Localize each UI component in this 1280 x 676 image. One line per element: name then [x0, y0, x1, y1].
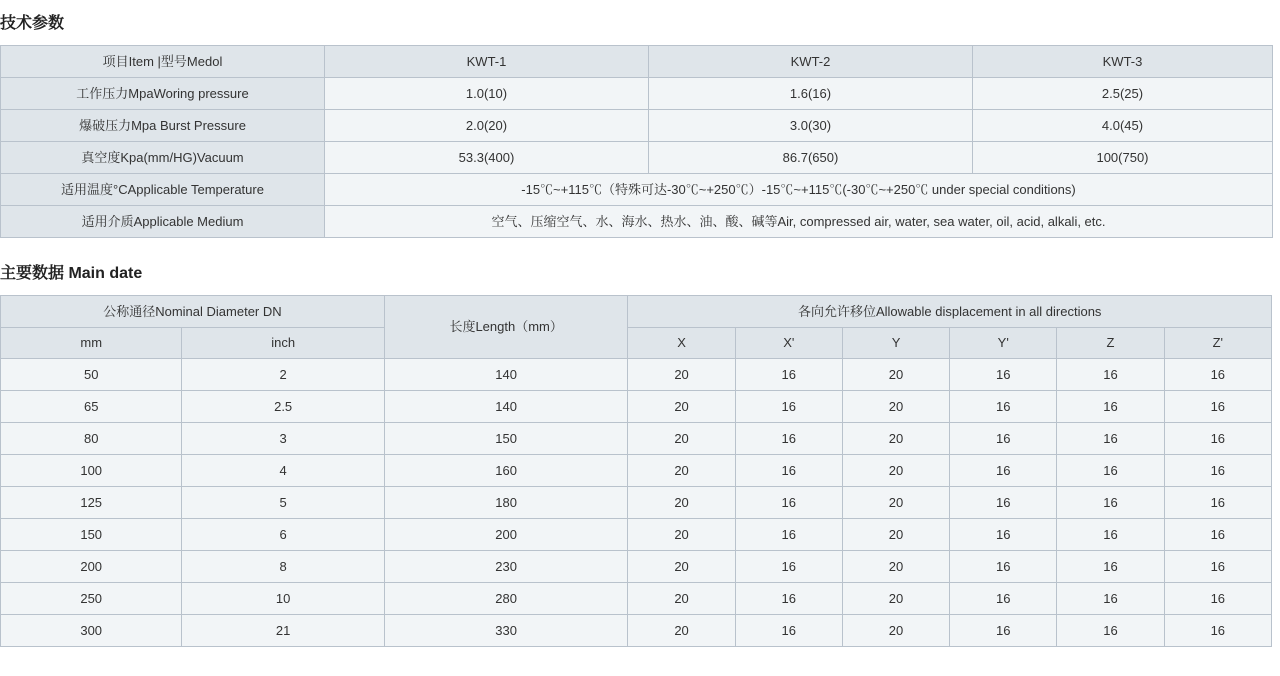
cell-y-prime: 16	[950, 391, 1057, 423]
cell-inch: 2.5	[182, 391, 384, 423]
cell-inch: 5	[182, 487, 384, 519]
cell-length: 140	[384, 359, 628, 391]
cell-length: 330	[384, 615, 628, 647]
cell-z: 16	[1057, 359, 1164, 391]
main-header-length: 长度Length（mm）	[384, 296, 628, 359]
main-subheader-y-prime: Y'	[950, 328, 1057, 359]
main-subheader-x-prime: X'	[735, 328, 842, 359]
cell-y: 20	[842, 551, 949, 583]
tech-header-kwt1: KWT-1	[325, 46, 649, 78]
cell-mm: 150	[1, 519, 182, 551]
main-header-nominal-diameter: 公称通径Nominal Diameter DN	[1, 296, 385, 328]
main-header-displacement: 各向允许移位Allowable displacement in all directions	[628, 296, 1272, 328]
cell-x: 20	[628, 519, 735, 551]
cell-inch: 10	[182, 583, 384, 615]
cell-x-prime: 16	[735, 551, 842, 583]
cell-z: 16	[1057, 551, 1164, 583]
tech-row-value: 1.0(10)	[325, 78, 649, 110]
cell-length: 160	[384, 455, 628, 487]
cell-y-prime: 16	[950, 551, 1057, 583]
cell-x: 20	[628, 423, 735, 455]
cell-y-prime: 16	[950, 583, 1057, 615]
cell-inch: 2	[182, 359, 384, 391]
table-row	[1, 583, 1272, 615]
table-row	[1, 487, 1272, 519]
cell-z: 16	[1057, 391, 1164, 423]
tech-row-label: 工作压力MpaWoring pressure	[1, 78, 325, 110]
cell-y-prime: 16	[950, 455, 1057, 487]
cell-z-prime: 16	[1164, 551, 1271, 583]
tech-row-label: 真空度Kpa(mm/HG)Vacuum	[1, 142, 325, 174]
tech-row-value: 1.6(16)	[649, 78, 973, 110]
tech-row-value-wide: 空气、压缩空气、水、海水、热水、油、酸、碱等Air, compressed air, water, sea water, oil, acid, alkali, etc.	[325, 206, 1273, 238]
tech-row-value: 100(750)	[973, 142, 1273, 174]
table-row	[1, 174, 1273, 206]
table-row	[1, 455, 1272, 487]
cell-length: 150	[384, 423, 628, 455]
tech-row-value: 4.0(45)	[973, 110, 1273, 142]
cell-x-prime: 16	[735, 455, 842, 487]
cell-mm: 50	[1, 359, 182, 391]
table-subheader-row	[1, 328, 1272, 359]
main-data-title: 主要数据 Main date	[0, 265, 143, 282]
cell-z: 16	[1057, 615, 1164, 647]
tech-row-value: 2.5(25)	[973, 78, 1273, 110]
cell-mm: 125	[1, 487, 182, 519]
table-header-row	[1, 46, 1273, 78]
cell-z: 16	[1057, 519, 1164, 551]
table-row	[1, 78, 1273, 110]
tech-header-kwt2: KWT-2	[649, 46, 973, 78]
main-subheader-mm: mm	[1, 328, 182, 359]
table-row	[1, 615, 1272, 647]
tech-row-value: 2.0(20)	[325, 110, 649, 142]
cell-z-prime: 16	[1164, 455, 1271, 487]
cell-y-prime: 16	[950, 615, 1057, 647]
table-row	[1, 519, 1272, 551]
cell-y-prime: 16	[950, 519, 1057, 551]
cell-x: 20	[628, 391, 735, 423]
table-row	[1, 551, 1272, 583]
cell-y: 20	[842, 423, 949, 455]
cell-x-prime: 16	[735, 519, 842, 551]
cell-x: 20	[628, 359, 735, 391]
cell-y: 20	[842, 391, 949, 423]
cell-z: 16	[1057, 455, 1164, 487]
main-subheader-z: Z	[1057, 328, 1164, 359]
cell-y: 20	[842, 487, 949, 519]
table-row	[1, 391, 1272, 423]
tech-row-value: 86.7(650)	[649, 142, 973, 174]
tech-row-value: 53.3(400)	[325, 142, 649, 174]
main-subheader-x: X	[628, 328, 735, 359]
cell-z: 16	[1057, 423, 1164, 455]
tech-row-label: 爆破压力Mpa Burst Pressure	[1, 110, 325, 142]
cell-z-prime: 16	[1164, 615, 1271, 647]
table-row	[1, 110, 1273, 142]
cell-length: 180	[384, 487, 628, 519]
cell-mm: 300	[1, 615, 182, 647]
cell-y-prime: 16	[950, 423, 1057, 455]
cell-z-prime: 16	[1164, 391, 1271, 423]
cell-inch: 8	[182, 551, 384, 583]
cell-length: 140	[384, 391, 628, 423]
cell-y: 20	[842, 615, 949, 647]
main-data-table	[0, 295, 1272, 647]
tech-row-label: 适用温度°CApplicable Temperature	[1, 174, 325, 206]
tech-params-title: 技术参数	[0, 15, 65, 32]
cell-z-prime: 16	[1164, 359, 1271, 391]
cell-z: 16	[1057, 487, 1164, 519]
cell-inch: 6	[182, 519, 384, 551]
table-row	[1, 142, 1273, 174]
cell-z-prime: 16	[1164, 487, 1271, 519]
cell-x-prime: 16	[735, 423, 842, 455]
cell-y-prime: 16	[950, 359, 1057, 391]
main-subheader-z-prime: Z'	[1164, 328, 1271, 359]
tech-header-item: 项目Item |型号Medol	[1, 46, 325, 78]
cell-mm: 100	[1, 455, 182, 487]
cell-z-prime: 16	[1164, 519, 1271, 551]
table-row	[1, 359, 1272, 391]
cell-x: 20	[628, 551, 735, 583]
tech-row-value-wide: -15℃~+115℃（特殊可达-30℃~+250℃）-15℃~+115℃(-30℃~+250℃ under special conditions)	[325, 174, 1273, 206]
cell-inch: 4	[182, 455, 384, 487]
cell-mm: 200	[1, 551, 182, 583]
cell-x-prime: 16	[735, 615, 842, 647]
tech-row-value: 3.0(30)	[649, 110, 973, 142]
cell-mm: 250	[1, 583, 182, 615]
cell-mm: 80	[1, 423, 182, 455]
cell-x: 20	[628, 487, 735, 519]
cell-y: 20	[842, 519, 949, 551]
tech-header-kwt3: KWT-3	[973, 46, 1273, 78]
cell-inch: 3	[182, 423, 384, 455]
cell-y: 20	[842, 583, 949, 615]
technical-parameters-table	[0, 45, 1273, 238]
cell-z-prime: 16	[1164, 583, 1271, 615]
cell-x-prime: 16	[735, 391, 842, 423]
cell-x-prime: 16	[735, 583, 842, 615]
main-subheader-y: Y	[842, 328, 949, 359]
cell-length: 280	[384, 583, 628, 615]
cell-length: 230	[384, 551, 628, 583]
cell-mm: 65	[1, 391, 182, 423]
table-row	[1, 206, 1273, 238]
cell-z: 16	[1057, 583, 1164, 615]
main-subheader-inch: inch	[182, 328, 384, 359]
table-header-row	[1, 296, 1272, 328]
cell-x: 20	[628, 615, 735, 647]
cell-x: 20	[628, 583, 735, 615]
tech-row-label: 适用介质Applicable Medium	[1, 206, 325, 238]
cell-z-prime: 16	[1164, 423, 1271, 455]
cell-length: 200	[384, 519, 628, 551]
cell-x: 20	[628, 455, 735, 487]
cell-y-prime: 16	[950, 487, 1057, 519]
cell-inch: 21	[182, 615, 384, 647]
cell-x-prime: 16	[735, 359, 842, 391]
cell-y: 20	[842, 455, 949, 487]
cell-y: 20	[842, 359, 949, 391]
table-row	[1, 423, 1272, 455]
cell-x-prime: 16	[735, 487, 842, 519]
